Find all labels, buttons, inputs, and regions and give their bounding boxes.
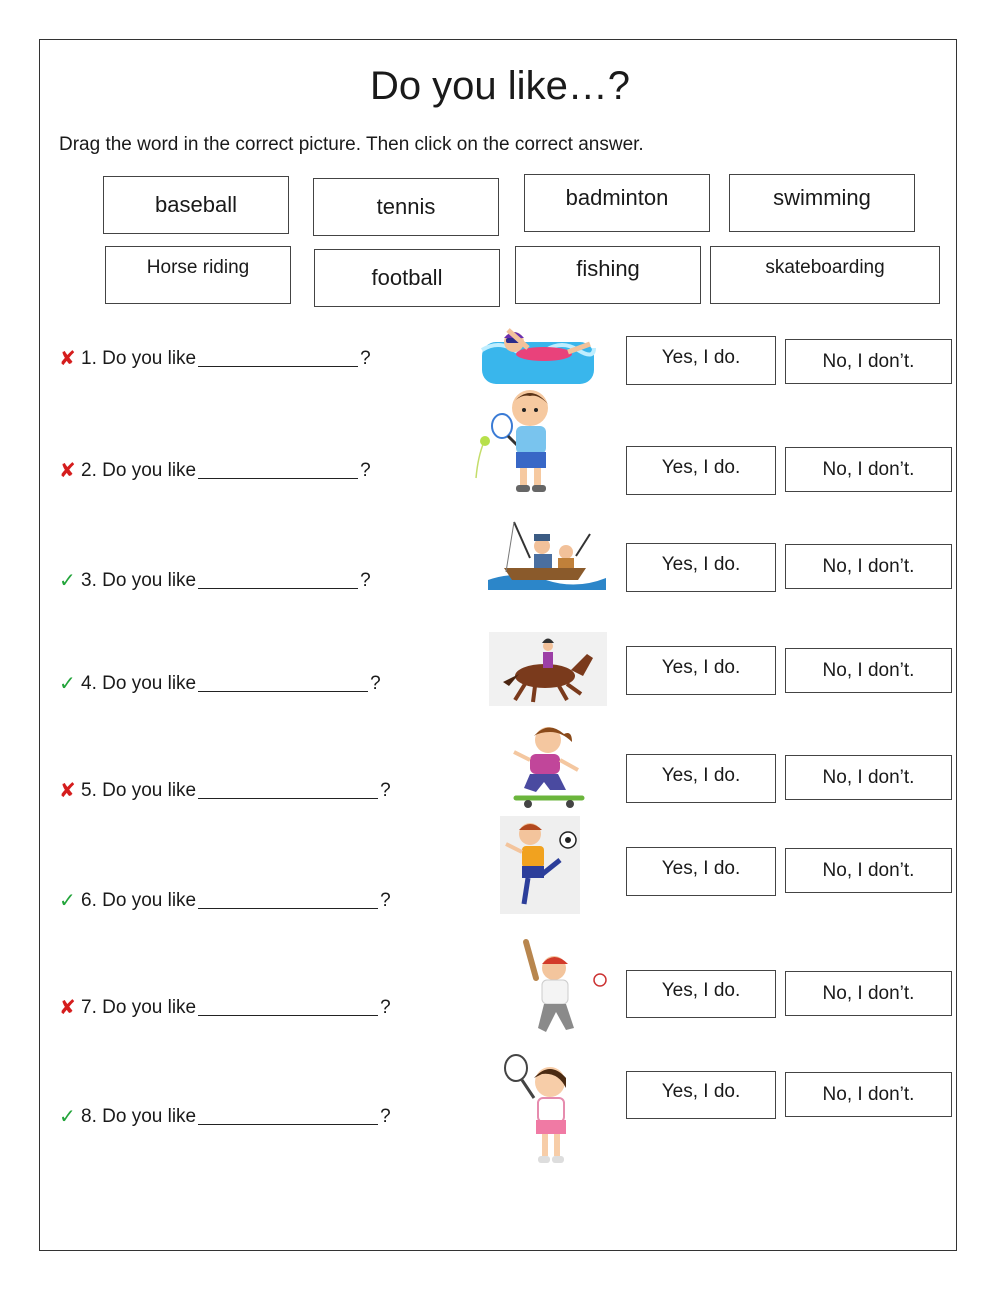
question-end: ?: [380, 1105, 391, 1127]
question-text: 1. Do you like: [81, 347, 197, 369]
word-tile-horse-riding[interactable]: Horse riding: [105, 246, 291, 304]
no-button-3[interactable]: No, I don’t.: [785, 544, 952, 589]
question-end: ?: [360, 459, 371, 481]
question-6: [59, 888, 391, 913]
incorrect-mark-icon: ✘: [59, 780, 76, 802]
question-1: [59, 346, 371, 371]
page-title: Do you like…?: [369, 64, 631, 108]
question-8: [59, 1104, 391, 1129]
yes-button-7[interactable]: Yes, I do.: [626, 970, 776, 1018]
question-text: 2. Do you like: [81, 459, 197, 481]
word-tile-skateboarding[interactable]: skateboarding: [710, 246, 940, 304]
yes-button-1[interactable]: Yes, I do.: [626, 336, 776, 385]
question-7: [59, 995, 391, 1020]
no-button-8[interactable]: No, I don’t.: [785, 1072, 952, 1117]
word-tile-football[interactable]: football: [314, 249, 500, 307]
question-3: [59, 568, 371, 593]
question-text: 4. Do you like: [81, 672, 197, 694]
incorrect-mark-icon: ✘: [59, 997, 76, 1019]
answer-drop-zone[interactable]: [198, 462, 358, 479]
question-text: 6. Do you like: [81, 889, 197, 911]
fishing-picture[interactable]: [486, 518, 608, 590]
question-end: ?: [380, 779, 391, 801]
answer-drop-zone[interactable]: [198, 572, 358, 589]
answer-drop-zone[interactable]: [198, 675, 368, 692]
word-tile-baseball[interactable]: baseball: [103, 176, 289, 234]
yes-button-4[interactable]: Yes, I do.: [626, 646, 776, 695]
word-tile-fishing[interactable]: fishing: [515, 246, 701, 304]
question-text: 7. Do you like: [81, 996, 197, 1018]
yes-button-6[interactable]: Yes, I do.: [626, 847, 776, 896]
answer-drop-zone[interactable]: [198, 1108, 378, 1125]
correct-check-icon: ✓: [59, 890, 76, 912]
correct-check-icon: ✓: [59, 1106, 76, 1128]
skateboarding-picture[interactable]: [510, 720, 588, 812]
no-button-5[interactable]: No, I don’t.: [785, 755, 952, 800]
question-end: ?: [380, 889, 391, 911]
question-5: [59, 778, 391, 803]
word-tile-badminton[interactable]: badminton: [524, 174, 710, 232]
no-button-6[interactable]: No, I don’t.: [785, 848, 952, 893]
swimmer-picture[interactable]: [478, 320, 598, 386]
yes-button-5[interactable]: Yes, I do.: [626, 754, 776, 803]
word-tile-swimming[interactable]: swimming: [729, 174, 915, 232]
no-button-7[interactable]: No, I don’t.: [785, 971, 952, 1016]
answer-drop-zone[interactable]: [198, 892, 378, 909]
horse-riding-picture[interactable]: [489, 632, 607, 706]
question-text: 5. Do you like: [81, 779, 197, 801]
question-4: [59, 671, 381, 696]
correct-check-icon: ✓: [59, 673, 76, 695]
question-end: ?: [360, 347, 371, 369]
answer-drop-zone[interactable]: [198, 350, 358, 367]
question-end: ?: [360, 569, 371, 591]
tennis-player-picture[interactable]: [472, 386, 568, 496]
word-tile-tennis[interactable]: tennis: [313, 178, 499, 236]
badminton-picture[interactable]: [500, 1054, 580, 1168]
answer-drop-zone[interactable]: [198, 782, 378, 799]
yes-button-3[interactable]: Yes, I do.: [626, 543, 776, 592]
incorrect-mark-icon: ✘: [59, 348, 76, 370]
answer-drop-zone[interactable]: [198, 999, 378, 1016]
yes-button-2[interactable]: Yes, I do.: [626, 446, 776, 495]
football-picture[interactable]: [500, 816, 580, 914]
incorrect-mark-icon: ✘: [59, 460, 76, 482]
no-button-2[interactable]: No, I don’t.: [785, 447, 952, 492]
yes-button-8[interactable]: Yes, I do.: [626, 1071, 776, 1119]
instruction-text: Drag the word in the correct picture. Then click on the correct answer.: [59, 134, 644, 155]
question-end: ?: [380, 996, 391, 1018]
question-2: [59, 458, 371, 483]
correct-check-icon: ✓: [59, 570, 76, 592]
no-button-4[interactable]: No, I don’t.: [785, 648, 952, 693]
question-end: ?: [370, 672, 381, 694]
baseball-picture[interactable]: [512, 938, 610, 1038]
no-button-1[interactable]: No, I don’t.: [785, 339, 952, 384]
question-text: 3. Do you like: [81, 569, 197, 591]
question-text: 8. Do you like: [81, 1105, 197, 1127]
